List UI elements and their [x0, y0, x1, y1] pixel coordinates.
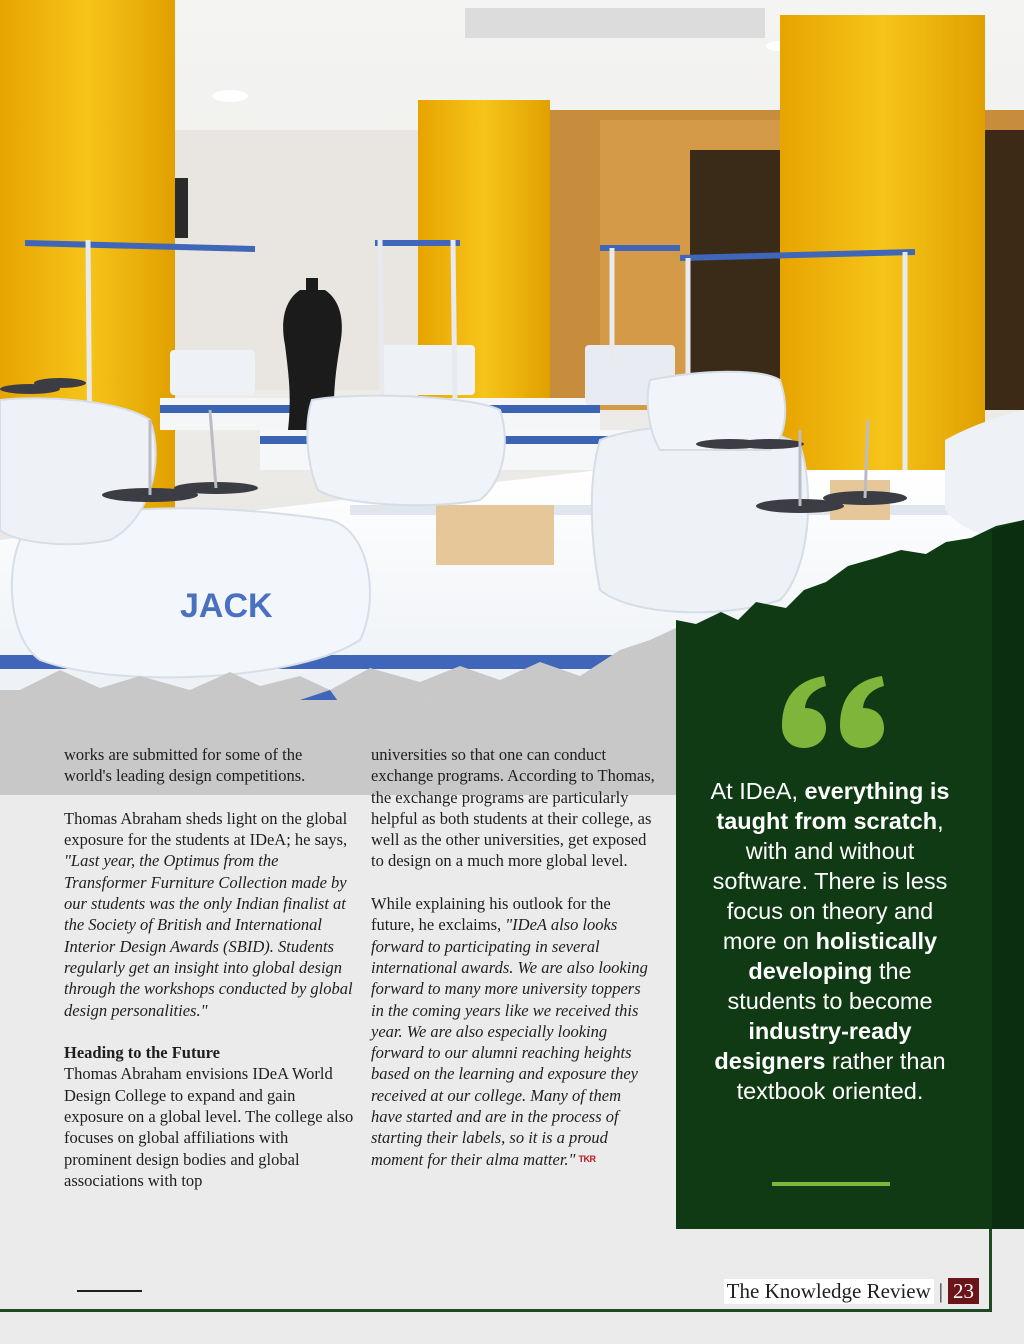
page-number: 23 — [948, 1278, 979, 1304]
quote-mark-icon — [782, 676, 886, 748]
paragraph: While explaining his outlook for the future, he exclaims, "IDeA also looks forward to participating in several international awards. We are also looking forward to many more university toppers in the coming years like we received this year. We are also especially looking forward to our alumni reaching heights based on the learning and exposure they received at our college. Many of them have started and are in the process of starting their labels, so it is a proud moment for their alma matter." TKR — [371, 894, 648, 1169]
pull-quote-panel — [676, 520, 1024, 1229]
jack-logo: JACK — [180, 587, 273, 625]
paragraph: Thomas Abraham envisions IDeA World Design College to expand and gain exposure on a global level. The college also focuses on global affiliations with prominent design bodies and global associations with top — [64, 1064, 354, 1190]
footer-rule — [77, 1290, 142, 1292]
section-heading: Heading to the Future — [64, 1043, 220, 1063]
publication-name: The Knowledge Review — [724, 1279, 934, 1304]
page-frame-bottom — [0, 1309, 992, 1312]
quote-divider — [772, 1182, 890, 1186]
page-frame-right — [989, 1229, 992, 1312]
footer-separator: | — [938, 1278, 943, 1303]
article-column-1 — [64, 744, 354, 1213]
tkr-end-mark: TKR — [578, 1153, 596, 1164]
page-footer — [724, 1278, 979, 1304]
paragraph: universities so that one can conduct exchange programs. According to Thomas, the exchange programs are particularly helpful as both students at their college, as well as the other universities, get exposed to design on a much more global level. — [371, 745, 655, 871]
paragraph: Thomas Abraham sheds light on the global exposure for the students at IDeA; he says, "Last year, the Optimus from the Transformer Furniture Collection made by our students was the only Indian finalist at the Society of British and International Interior Design Awards (SBID). Students regularly get an insight into global design through the workshops conducted by global design personalities." — [64, 808, 353, 1020]
paragraph: works are submitted for some of the world's leading design competitions. — [64, 745, 306, 786]
pull-quote-text: At IDeA, everything is taught from scratch, with and without software. There is less focus on theory and more on holistically developing the students to become industry-ready designers rather than textbook oriented. — [710, 778, 950, 1104]
article-column-2 — [371, 744, 656, 1191]
